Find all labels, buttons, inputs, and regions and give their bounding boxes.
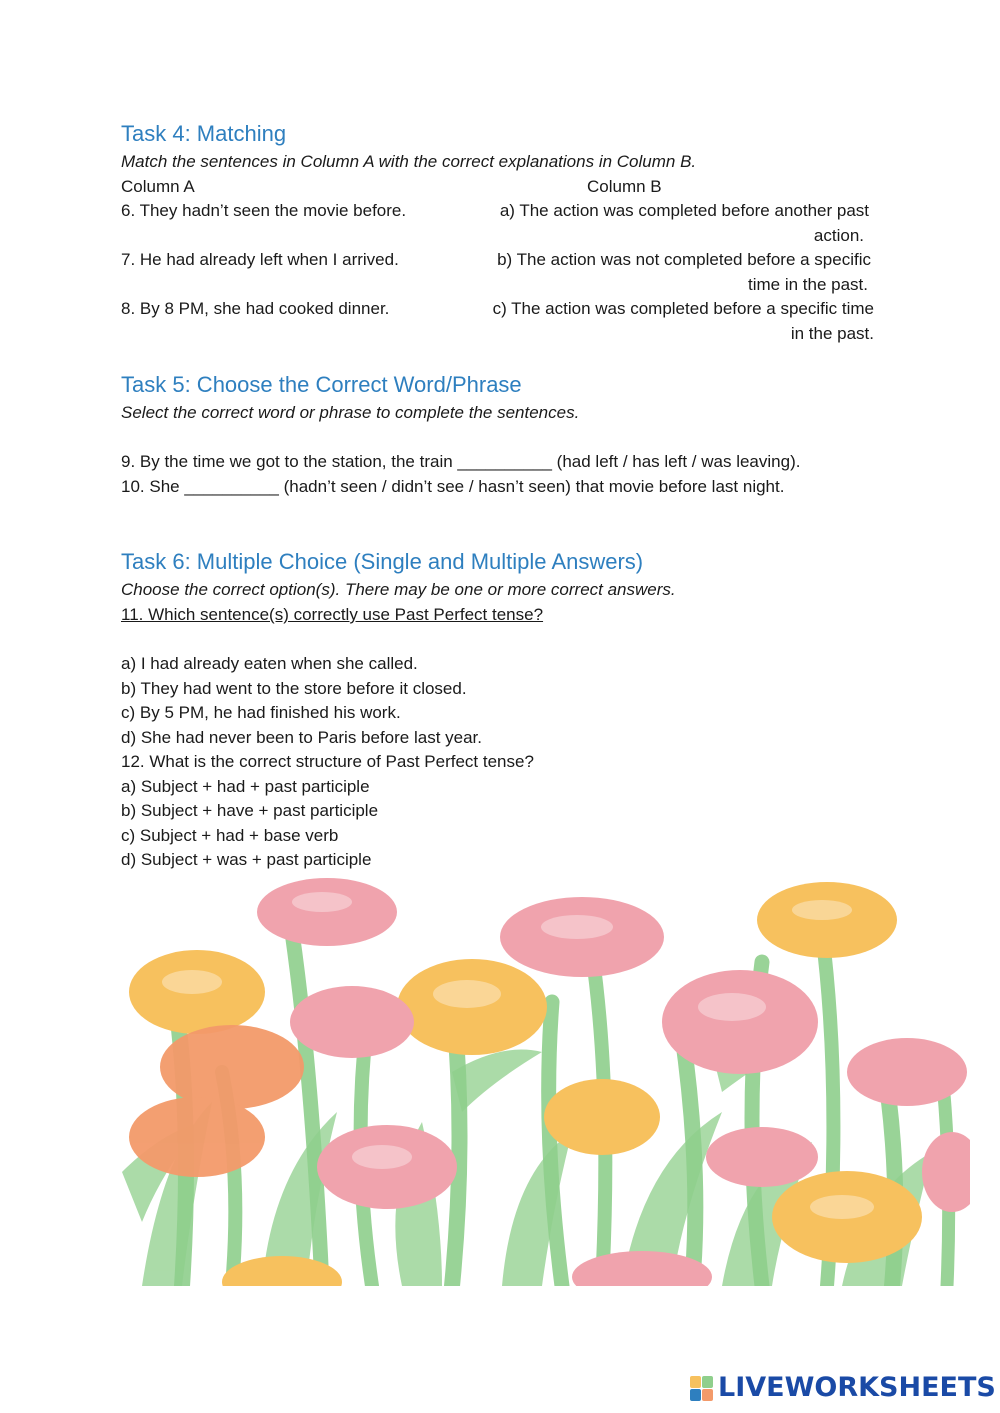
task6-instruction: Choose the correct option(s). There may be one or more correct answers. (121, 580, 676, 599)
match-explanation-a-line2: action. (813, 226, 864, 245)
fill-in-item-10: 10. She __________ (hadn’t seen / didn’t see / hasn’t seen) that movie before last night. (121, 477, 785, 496)
logo-badge-icon (690, 1376, 714, 1402)
match-explanation-c-line1: c) The action was completed before a specific time (492, 299, 874, 318)
logo-text: LIVEWORKSHEETS (718, 1372, 996, 1403)
task5-title: Task 5: Choose the Correct Word/Phrase (121, 372, 522, 397)
q12-option-a: a) Subject + had + past participle (121, 777, 370, 796)
match-explanation-a-line1: a) The action was completed before another past (499, 201, 869, 220)
fill-in-item-9: 9. By the time we got to the station, the train __________ (had left / has left / was leaving). (121, 452, 801, 471)
column-a-header: Column A (121, 177, 195, 196)
task6-title: Task 6: Multiple Choice (Single and Multiple Answers) (121, 549, 644, 574)
q11-option-c: c) By 5 PM, he had finished his work. (121, 703, 401, 722)
match-explanation-b-line1: b) The action was not completed before a specific (497, 250, 871, 269)
match-explanation-c-line2: in the past. (790, 324, 874, 343)
tulip-illustration (122, 872, 970, 1286)
question-12: 12. What is the correct structure of Past Perfect tense? (121, 752, 534, 771)
q11-option-a: a) I had already eaten when she called. (121, 654, 418, 673)
task4-instruction: Match the sentences in Column A with the correct explanations in Column B. (121, 152, 697, 171)
q12-option-d: d) Subject + was + past participle (121, 850, 372, 869)
q11-option-d: d) She had never been to Paris before last year. (121, 728, 483, 747)
q11-option-b: b) They had went to the store before it closed. (121, 679, 467, 698)
liveworksheets-logo (690, 1370, 996, 1406)
match-sentence-7: 7. He had already left when I arrived. (121, 250, 399, 269)
question-11: 11. Which sentence(s) correctly use Past Perfect tense? (121, 605, 544, 624)
column-b-header: Column B (587, 177, 662, 196)
match-explanation-b-line2: time in the past. (747, 275, 868, 294)
match-sentence-6: 6. They hadn’t seen the movie before. (121, 201, 407, 220)
task5-instruction: Select the correct word or phrase to complete the sentences. (121, 403, 580, 422)
q12-option-c: c) Subject + had + base verb (121, 826, 339, 845)
q12-option-b: b) Subject + have + past participle (121, 801, 379, 820)
match-sentence-8: 8. By 8 PM, she had cooked dinner. (121, 299, 390, 318)
task4-title: Task 4: Matching (121, 121, 287, 146)
